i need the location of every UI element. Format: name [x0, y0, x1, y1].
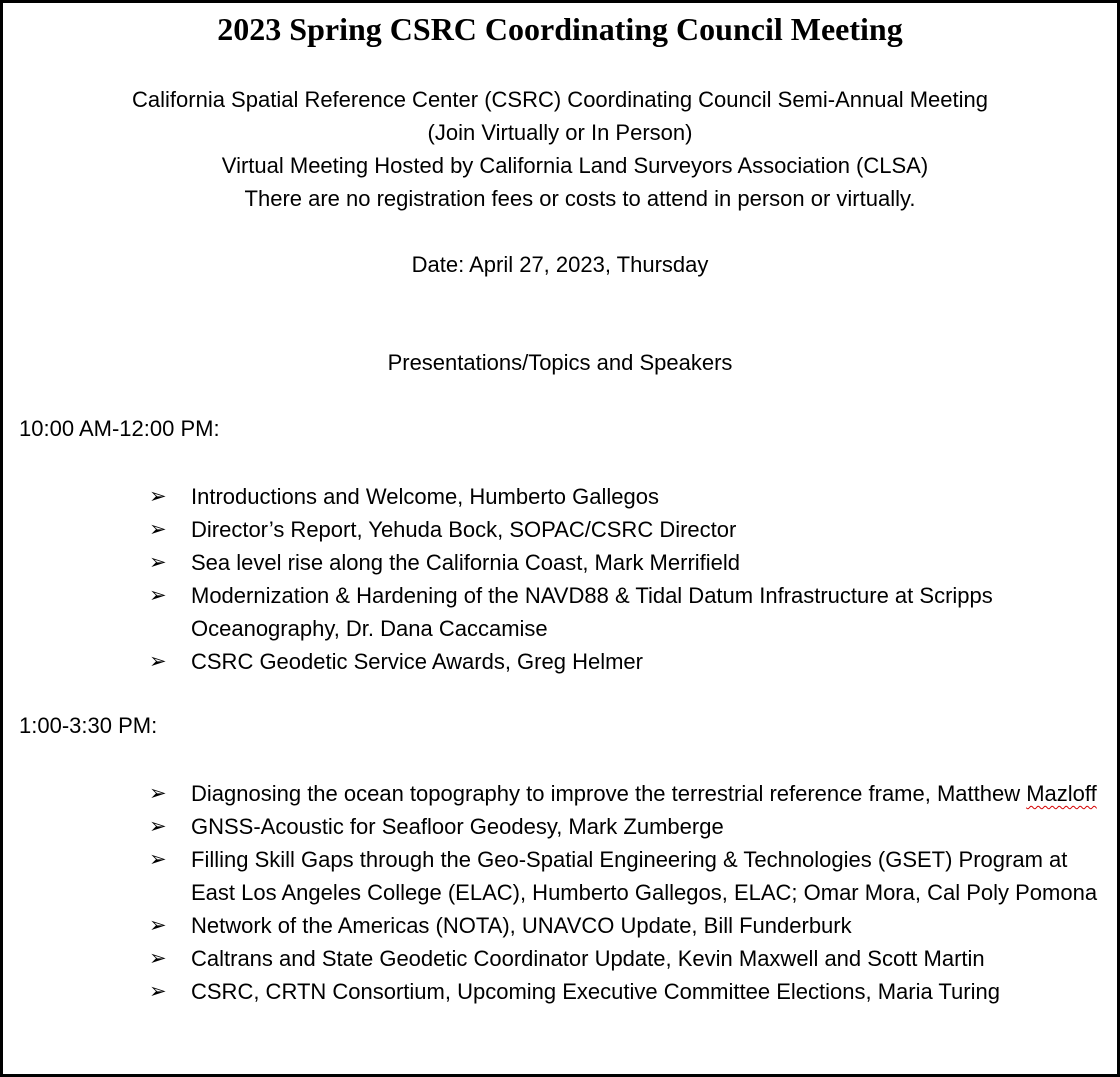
afternoon-time: 1:00-3:30 PM: [19, 713, 158, 738]
arrow-bullet-icon: ➢ [149, 913, 167, 937]
list-item [3, 546, 1117, 579]
list-item [3, 843, 1117, 909]
afternoon-agenda-list [3, 777, 1117, 1008]
arrow-bullet-icon: ➢ [149, 649, 167, 673]
list-item [3, 909, 1117, 942]
meeting-date: Date: April 27, 2023, Thursday [411, 252, 709, 277]
arrow-bullet-icon: ➢ [149, 550, 167, 574]
list-item [3, 645, 1117, 678]
agenda-item-text: GNSS-Acoustic for Seafloor Geodesy, Mark Zumberge [191, 814, 724, 839]
morning-time: 10:00 AM-12:00 PM: [19, 416, 220, 441]
spellcheck-flagged-word: Mazloff [1026, 781, 1097, 806]
list-item [3, 480, 1117, 513]
page-title: 2023 Spring CSRC Coordinating Council Meeting [217, 11, 903, 47]
arrow-bullet-icon: ➢ [149, 517, 167, 541]
intro-line-3: Virtual Meeting Hosted by California Land Surveyors Association (CLSA) [221, 153, 929, 178]
agenda-item-text: Filling Skill Gaps through the Geo-Spatial Engineering & Technologies (GSET) Program at East Los Angeles College (ELAC), Humberto Gallegos, ELAC; Omar Mora, Cal Poly Pomona [191, 847, 1098, 905]
list-item [3, 810, 1117, 843]
agenda-item-text: Caltrans and State Geodetic Coordinator Update, Kevin Maxwell and Scott Martin [191, 946, 985, 971]
arrow-bullet-icon: ➢ [149, 814, 167, 838]
arrow-bullet-icon: ➢ [149, 781, 167, 805]
arrow-bullet-icon: ➢ [149, 946, 167, 970]
intro-line-4: There are no registration fees or costs to attend in person or virtually. [244, 186, 916, 211]
morning-agenda-list [3, 480, 1117, 678]
arrow-bullet-icon: ➢ [149, 484, 167, 508]
list-item [3, 579, 1117, 645]
agenda-item-text: Modernization & Hardening of the NAVD88 & Tidal Datum Infrastructure at Scripps Oceanography, Dr. Dana Caccamise [191, 583, 993, 641]
arrow-bullet-icon: ➢ [149, 583, 167, 607]
list-item [3, 975, 1117, 1008]
arrow-bullet-icon: ➢ [149, 847, 167, 871]
agenda-item-text: Network of the Americas (NOTA), UNAVCO Update, Bill Funderburk [191, 913, 852, 938]
list-item [3, 513, 1117, 546]
agenda-item-text: Introductions and Welcome, Humberto Gallegos [191, 484, 659, 509]
agenda-item-text: Sea level rise along the California Coast, Mark Merrifield [191, 550, 741, 575]
arrow-bullet-icon: ➢ [149, 979, 167, 1003]
list-item [3, 777, 1117, 810]
agenda-item-text: CSRC Geodetic Service Awards, Greg Helmer [191, 649, 643, 674]
agenda-item-text: CSRC, CRTN Consortium, Upcoming Executive Committee Elections, Maria Turing [191, 979, 1000, 1004]
agenda-item-text: Diagnosing the ocean topography to improve the terrestrial reference frame, Matthew [191, 781, 1027, 806]
section-heading: Presentations/Topics and Speakers [387, 350, 733, 375]
intro-line-1: California Spatial Reference Center (CSRC) Coordinating Council Semi-Annual Meeting [132, 87, 988, 112]
list-item [3, 942, 1117, 975]
agenda-item-text: Director’s Report, Yehuda Bock, SOPAC/CSRC Director [191, 517, 737, 542]
intro-line-2: (Join Virtually or In Person) [427, 120, 693, 145]
